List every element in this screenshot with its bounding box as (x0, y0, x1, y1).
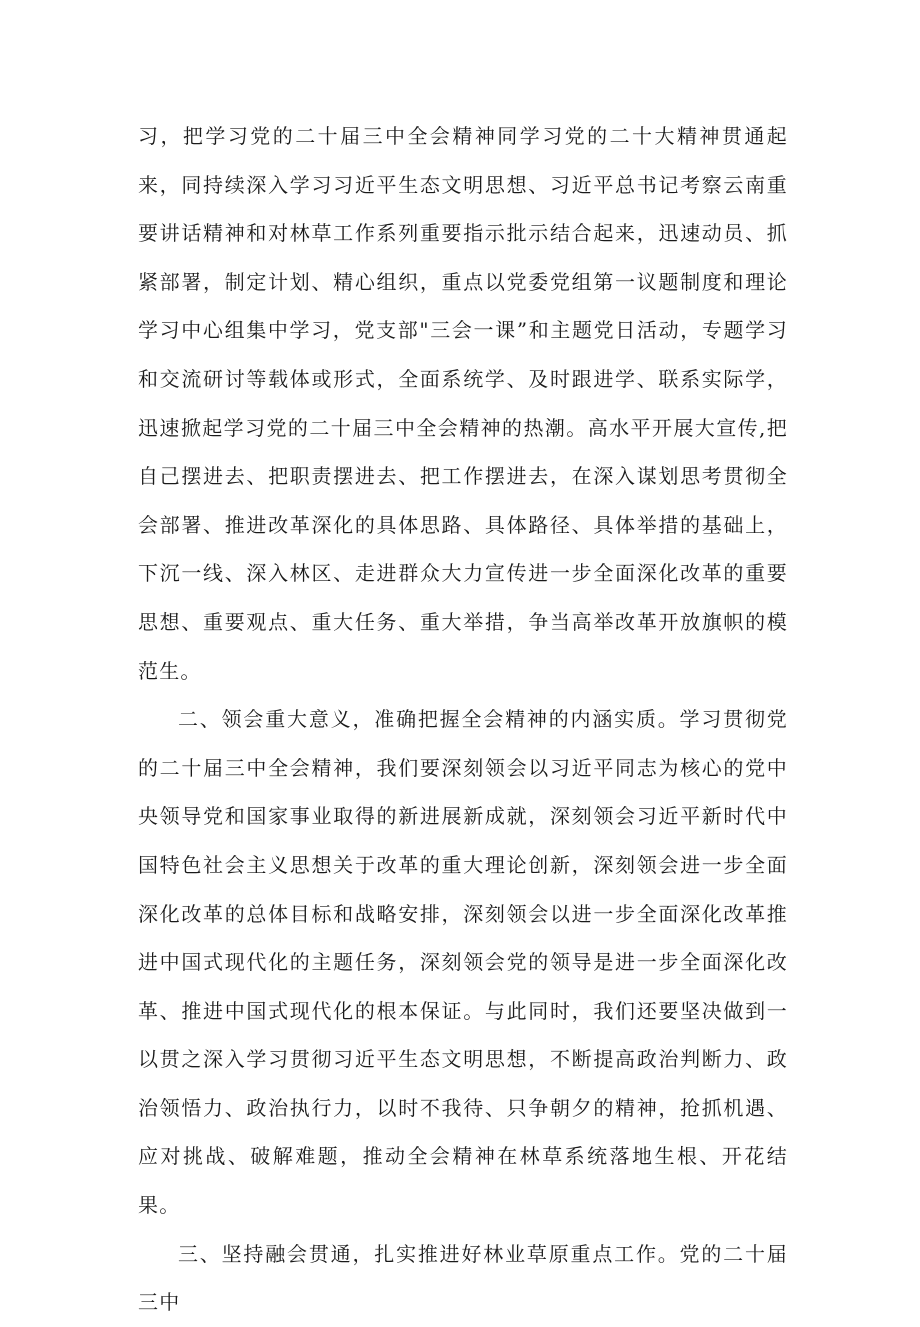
paragraph-2: 二、领会重大意义，准确把握全会精神的内涵实质。学习贯彻党的二十届三中全会精神，我们要深刻领会以习近平同志为核心的党中央领导党和国家事业取得的新进展新成就，深刻领会习近平新时代中国特色社会主义思想关于改革的重大理论创新，深刻领会进一步全面深化改革的总体目标和战略安排，深刻领会以进一步全面深化改革推进中国式现代化的主题任务，深刻领会党的领导是进一步全面深化改革、推进中国式现代化的根本保证。与此同时，我们还要坚决做到一以贯之深入学习贯彻习近平生态文明思想，不断提高政治判断力、政治领悟力、政治执行力，以时不我待、只争朝夕的精神，抢抓机遇、应对挑战、破解难题，推动全会精神在林草系统落地生根、开花结果。 (138, 707, 788, 1218)
document-body (138, 112, 788, 1327)
paragraph-3: 三、坚持融会贯通，扎实推进好林业草原重点工作。党的二十届三中 (138, 1241, 788, 1315)
paragraph-1: 习，把学习党的二十届三中全会精神同学习党的二十大精神贯通起来，同持续深入学习习近平生态文明思想、习近平总书记考察云南重要讲话精神和对林草工作系列重要指示批示结合起来，迅速动员、抓紧部署，制定计划、精心组织，重点以党委党组第一议题制度和理论学习中心组集中学习，党支部"三会一课”和主题党日活动，专题学习和交流研讨等载体或形式，全面系统学、及时跟进学、联系实际学，迅速掀起学习党的二十届三中全会精神的热潮。高水平开展大宣传,把自己摆进去、把职责摆进去、把工作摆进去，在深入谋划思考贯彻全会部署、推进改革深化的具体思路、具体路径、具体举措的基础上，下沉一线、深入林区、走进群众大力宣传进一步全面深化改革的重要思想、重要观点、重大任务、重大举措，争当高举改革开放旗帜的模范生。 (138, 124, 788, 683)
